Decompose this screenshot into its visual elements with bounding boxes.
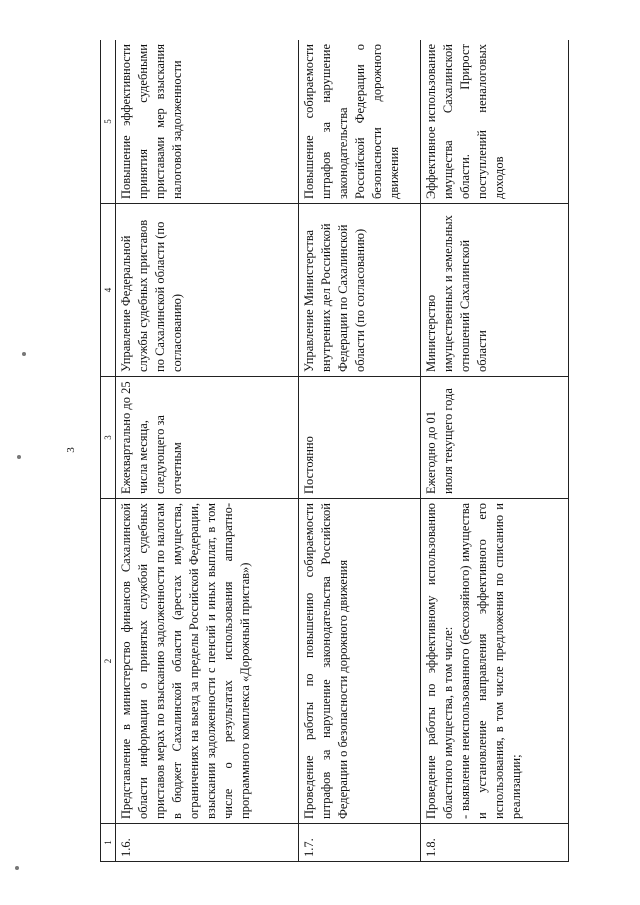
scan-speck [15,866,19,870]
column-number-2: 2 [101,499,116,824]
action-plan-table [100,40,569,862]
column-number-3: 3 [101,377,116,499]
rotated-table-sheet [100,40,570,862]
table-row [421,40,569,862]
row-number: 1.7. [299,824,421,862]
term-cell: Постоянно [299,377,421,499]
result-cell: Повышение эффективности принятия судебными приставами мер взыскания налоговой задолженности [116,40,299,204]
scan-speck [22,352,26,356]
executor-cell: Управление Федеральной службы судебных приставов по Сахалинской области (по согласованию) [116,204,299,377]
action-cell: Проведение работы по повышению собираемости штрафов за нарушение законодательства Российской Федерации о безопасности дорожного движения [299,499,421,824]
table-row [116,40,299,862]
column-number-4: 4 [101,204,116,377]
scan-speck [17,455,21,459]
term-cell: Ежеквартально до 25 числа месяца, следующего за отчетным [116,377,299,499]
column-number-1: 1 [101,824,116,862]
row-number: 1.6. [116,824,299,862]
row-number: 1.8. [421,824,569,862]
executor-cell: Министерство имущественных и земельных отношений Сахалинской области [421,204,569,377]
result-cell: Эффективное использование имущества Сахалинской области. Прирост поступлений неналоговых доходов [421,40,569,204]
term-cell: Ежегодно до 01 июля текущего года [421,377,569,499]
table-row [299,40,421,862]
executor-cell: Управление Министерства внутренних дел Российской Федерации по Сахалинской области (по согласованию) [299,204,421,377]
page-number: 3 [64,447,77,453]
action-cell: Проведение работы по эффективному использованию областного имущества, в том числе: - выявление неиспользованного (бесхозяйного) имущества и установление направления эффективного его использования, в том числе предложения по списанию и реализации; [421,499,569,824]
action-cell: Представление в министерство финансов Сахалинской области информации о принятых службой судебных приставов мерах по взысканию задолженности по налогам в бюджет Сахалинской области (арестах имущества, ограничениях на выезд за пределы Российской Федерации, взыскании задолженности с пенсий и иных выплат, в том числе о результатах использования аппаратно-программного комплекса «Дорожный пристав») [116,499,299,824]
table-rotation-frame [100,40,570,862]
result-cell: Повышение собираемости штрафов за нарушение законодательства Российской Федерации о безопасности дорожного движения [299,40,421,204]
table-header-row [101,40,116,862]
column-number-5: 5 [101,40,116,204]
